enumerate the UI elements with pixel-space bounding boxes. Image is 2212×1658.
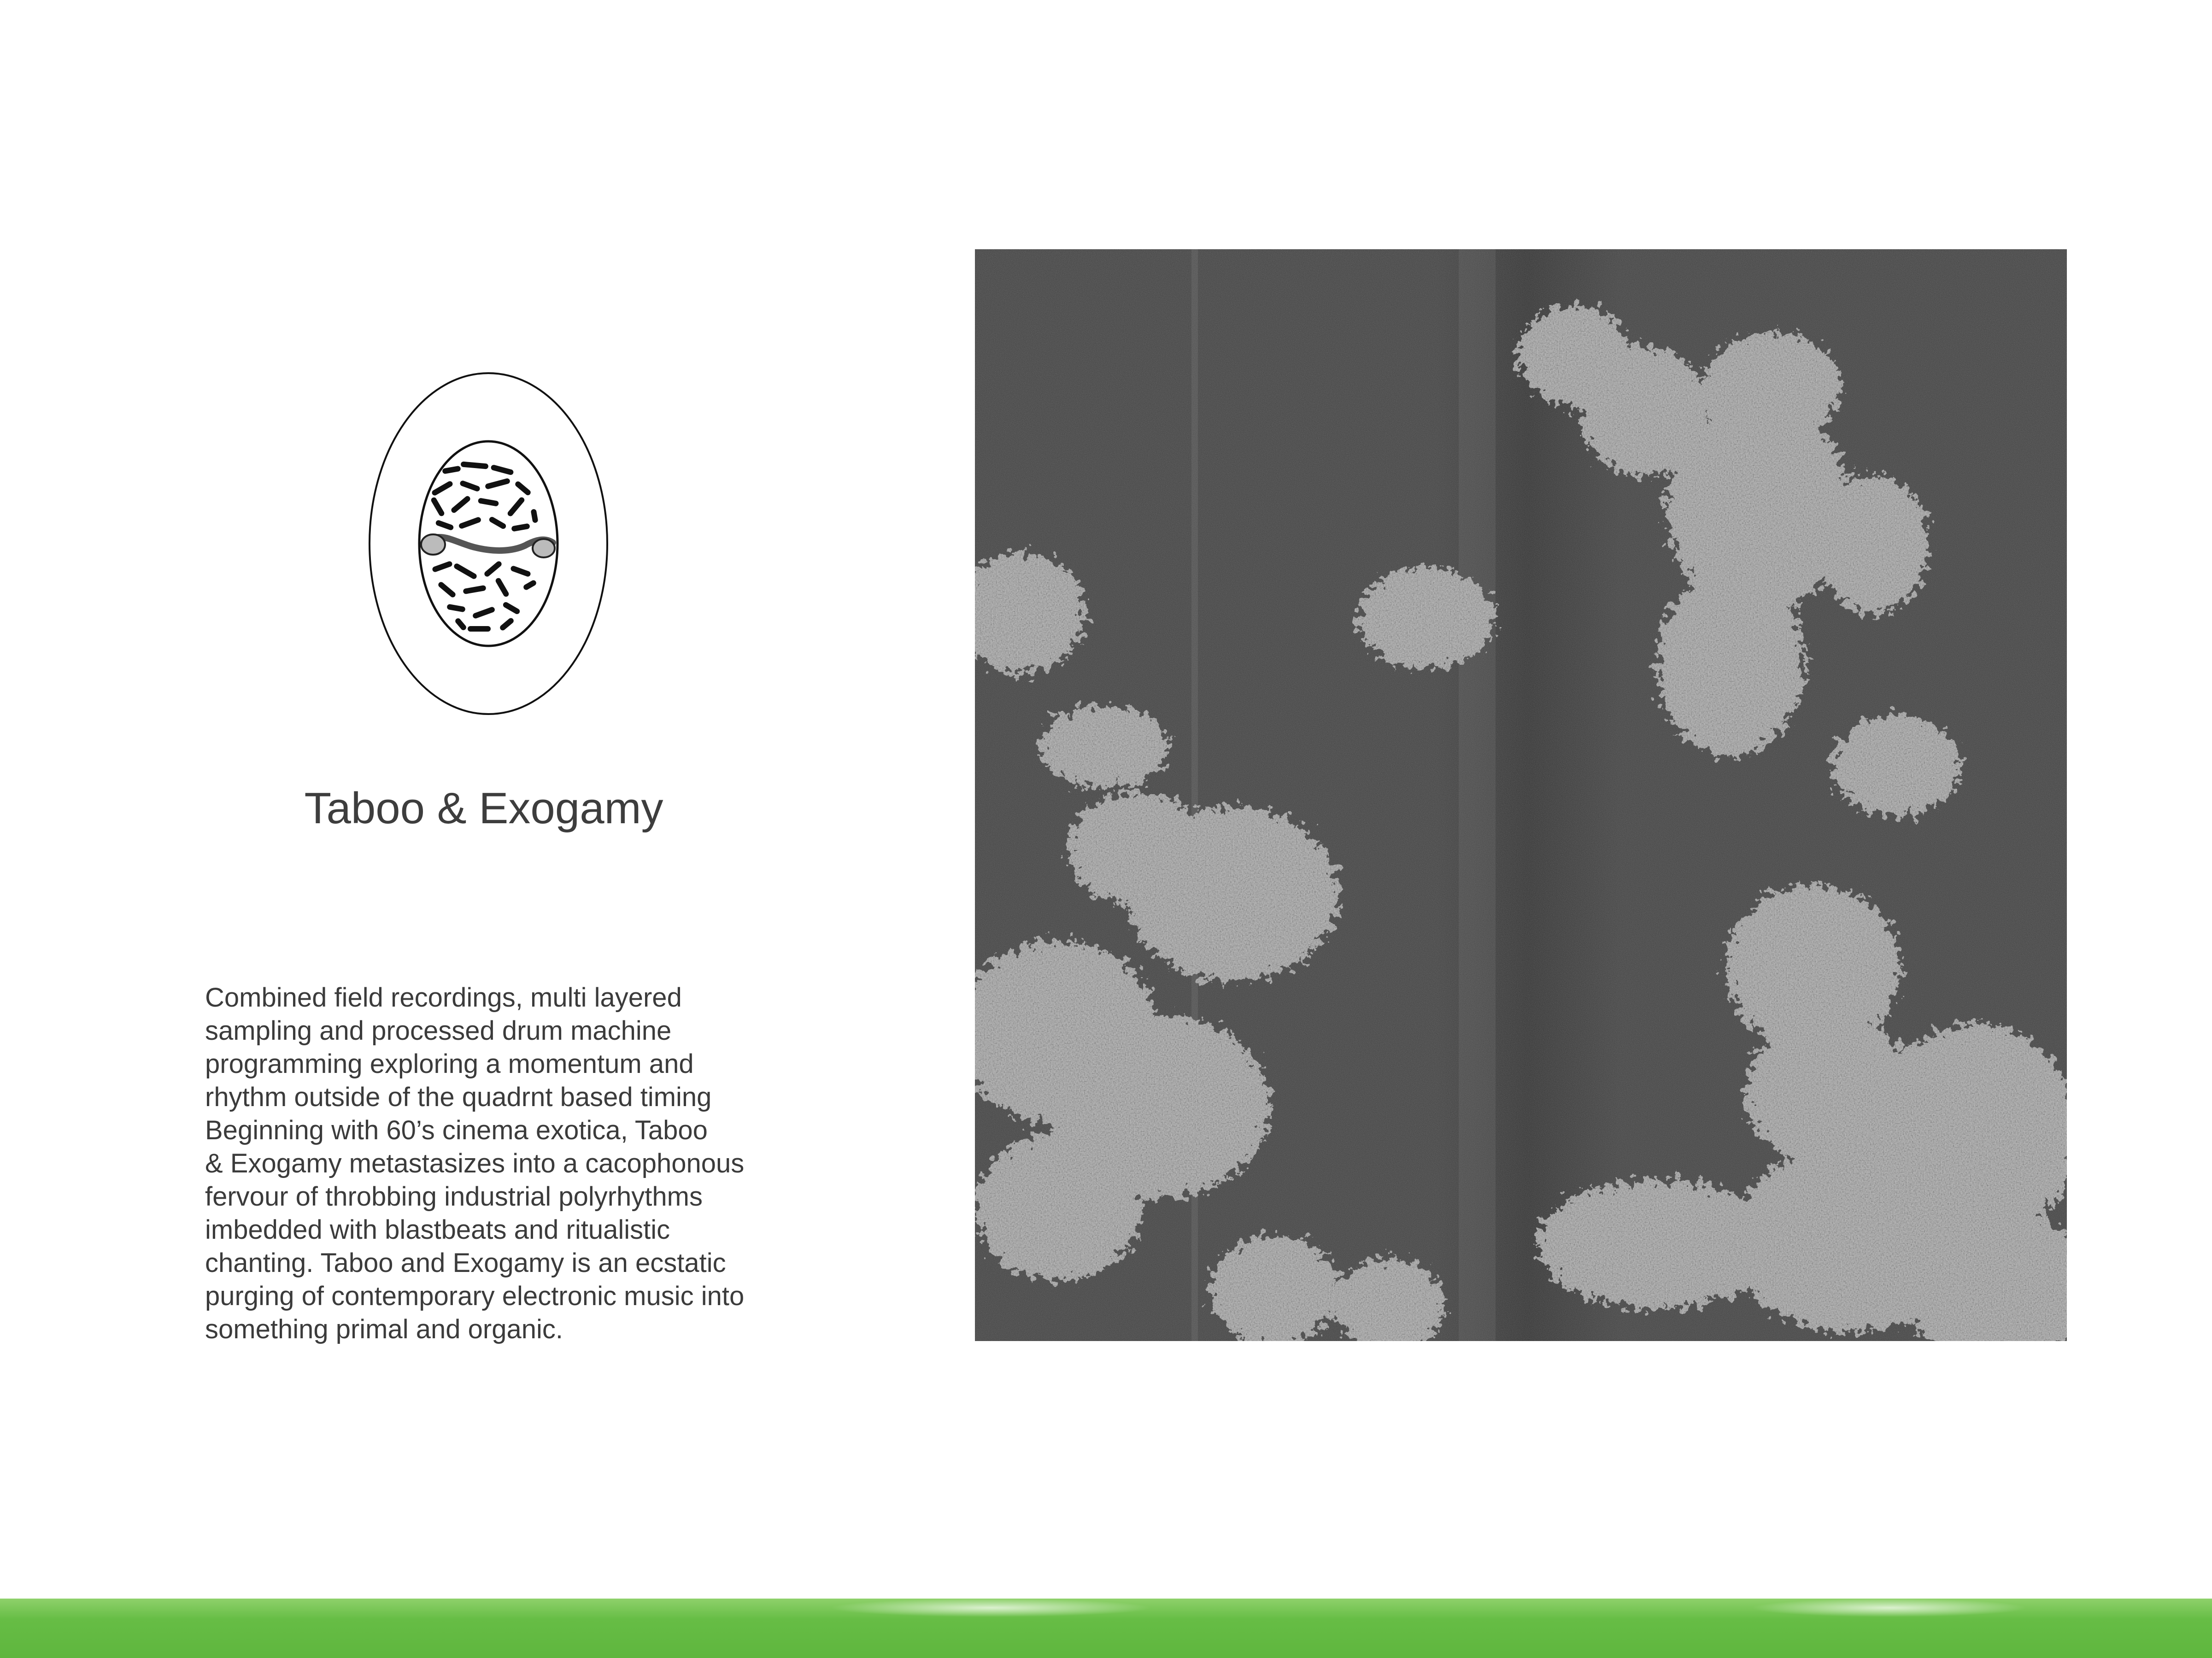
description-line: fervour of throbbing industrial polyrhythms — [205, 1182, 703, 1212]
chromosome-mark — [468, 626, 491, 632]
description-line: Combined field recordings, multi layered — [205, 983, 682, 1013]
footer-highlight — [1751, 1599, 2027, 1617]
description-line: programming exploring a momentum and — [205, 1049, 694, 1079]
description-line: something primal and organic. — [205, 1314, 563, 1344]
description-line: sampling and processed drum machine — [205, 1016, 672, 1046]
album-title: Taboo & Exogamy — [304, 784, 663, 833]
description-line: rhythm outside of the quadrnt based timing — [205, 1082, 712, 1112]
cell-mitosis-icon — [364, 369, 613, 719]
album-cover-artwork — [975, 249, 2067, 1341]
description-line: imbedded with blastbeats and ritualistic — [205, 1215, 670, 1245]
album-description — [205, 981, 788, 1346]
description-line: Beginning with 60’s cinema exotica, Taboo — [205, 1115, 708, 1145]
description-line: chanting. Taboo and Exogamy is an ecstatic — [205, 1248, 726, 1278]
description-line: purging of contemporary electronic music into — [205, 1281, 745, 1311]
footer-highlight — [829, 1599, 1152, 1617]
description-line: & Exogamy metastasizes into a cacophonous — [205, 1148, 745, 1178]
footer-bar — [0, 1599, 2212, 1658]
